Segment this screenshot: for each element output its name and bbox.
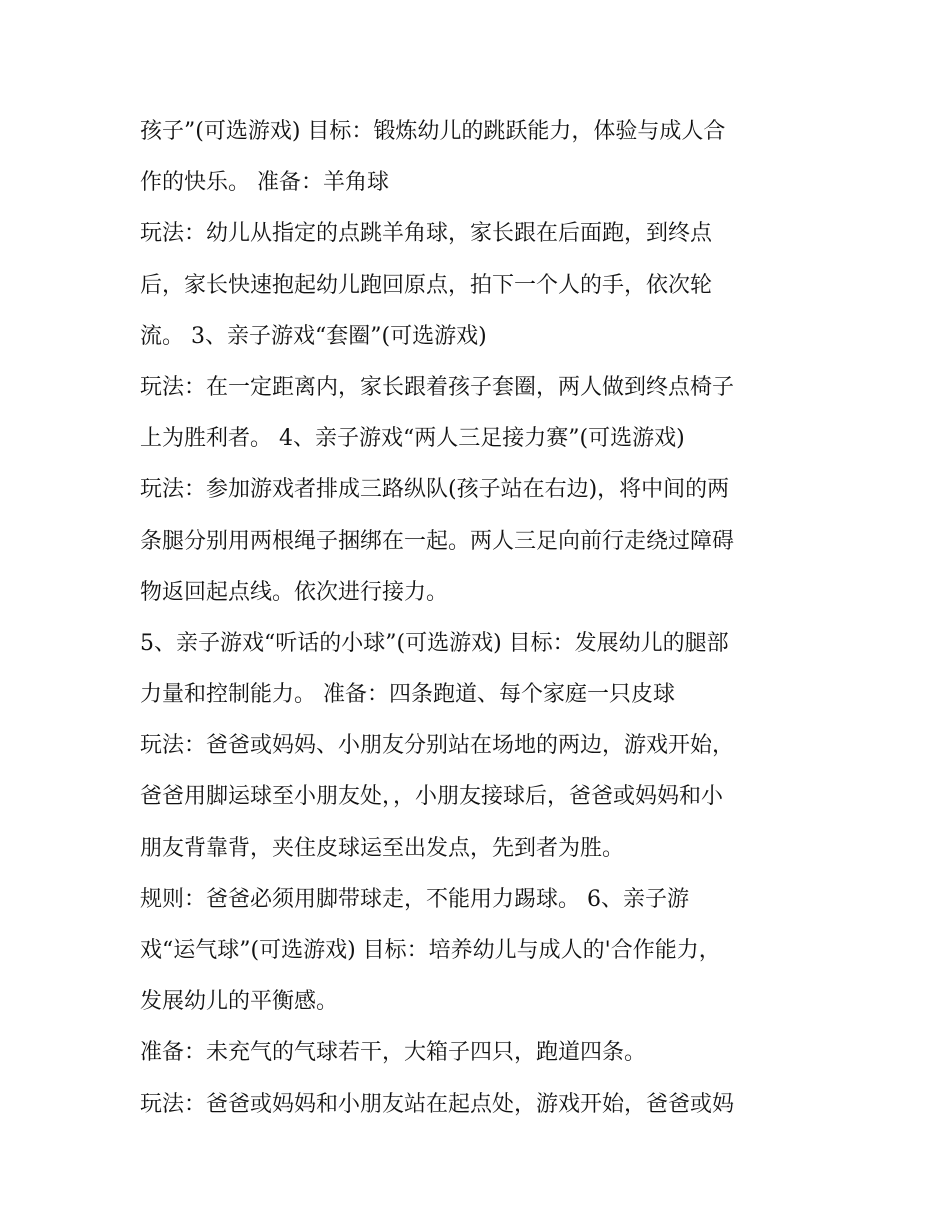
text-line: 玩法：在一定距离内，家长跟着孩子套圈，两人做到终点椅子 (140, 374, 735, 400)
text-line: 作的快乐。 准备：羊角球 (140, 170, 389, 196)
text-line: 玩法：参加游戏者排成三路纵队(孩子站在右边)，将中间的两 (140, 477, 730, 503)
text-line: 玩法：幼儿从指定的点跳羊角球，家长跟在后面跑，到终点 (140, 221, 713, 247)
text-line: 玩法：爸爸或妈妈、小朋友分别站在场地的两边，游戏开始， (140, 733, 735, 759)
document-body (140, 106, 820, 1130)
text-line: 爸爸用脚运球至小朋友处，，小朋友接球后，爸爸或妈妈和小 (140, 784, 724, 810)
text-line: 物返回起点线。依次进行接力。 (140, 579, 449, 605)
text-line: 上为胜利者。 4、亲子游戏“两人三足接力赛”(可选游戏) (140, 426, 685, 452)
text-line: 后，家长快速抱起幼儿跑回原点，拍下一个人的手，依次轮 (140, 272, 713, 298)
text-line: 玩法：爸爸或妈妈和小朋友站在起点处，游戏开始，爸爸或妈 (140, 1091, 735, 1117)
text-line: 发展幼儿的平衡感。 (140, 989, 339, 1015)
text-line: 规则：爸爸必须用脚带球走，不能用力踢球。 6、亲子游 (140, 886, 689, 912)
text-line: 孩子”(可选游戏) 目标：锻炼幼儿的跳跃能力，体验与成人合 (140, 119, 726, 144)
text-line: 5、亲子游戏“听话的小球”(可选游戏) 目标：发展幼儿的腿部 (140, 630, 729, 656)
text-line: 条腿分别用两根绳子捆绑在一起。两人三足向前行走绕过障碍 (140, 528, 735, 554)
text-line: 朋友背靠背，夹住皮球运至出发点，先到者为胜。 (140, 835, 625, 861)
text-line: 准备：未充气的气球若干，大箱子四只，跑道四条。 (140, 1040, 647, 1066)
text-line: 戏“运气球”(可选游戏) 目标：培养幼儿与成人的'合作能力， (140, 938, 721, 963)
text-line: 力量和控制能力。 准备：四条跑道、每个家庭一只皮球 (140, 682, 675, 708)
text-line: 流。 3、亲子游戏“套圈”(可选游戏) (140, 323, 487, 349)
